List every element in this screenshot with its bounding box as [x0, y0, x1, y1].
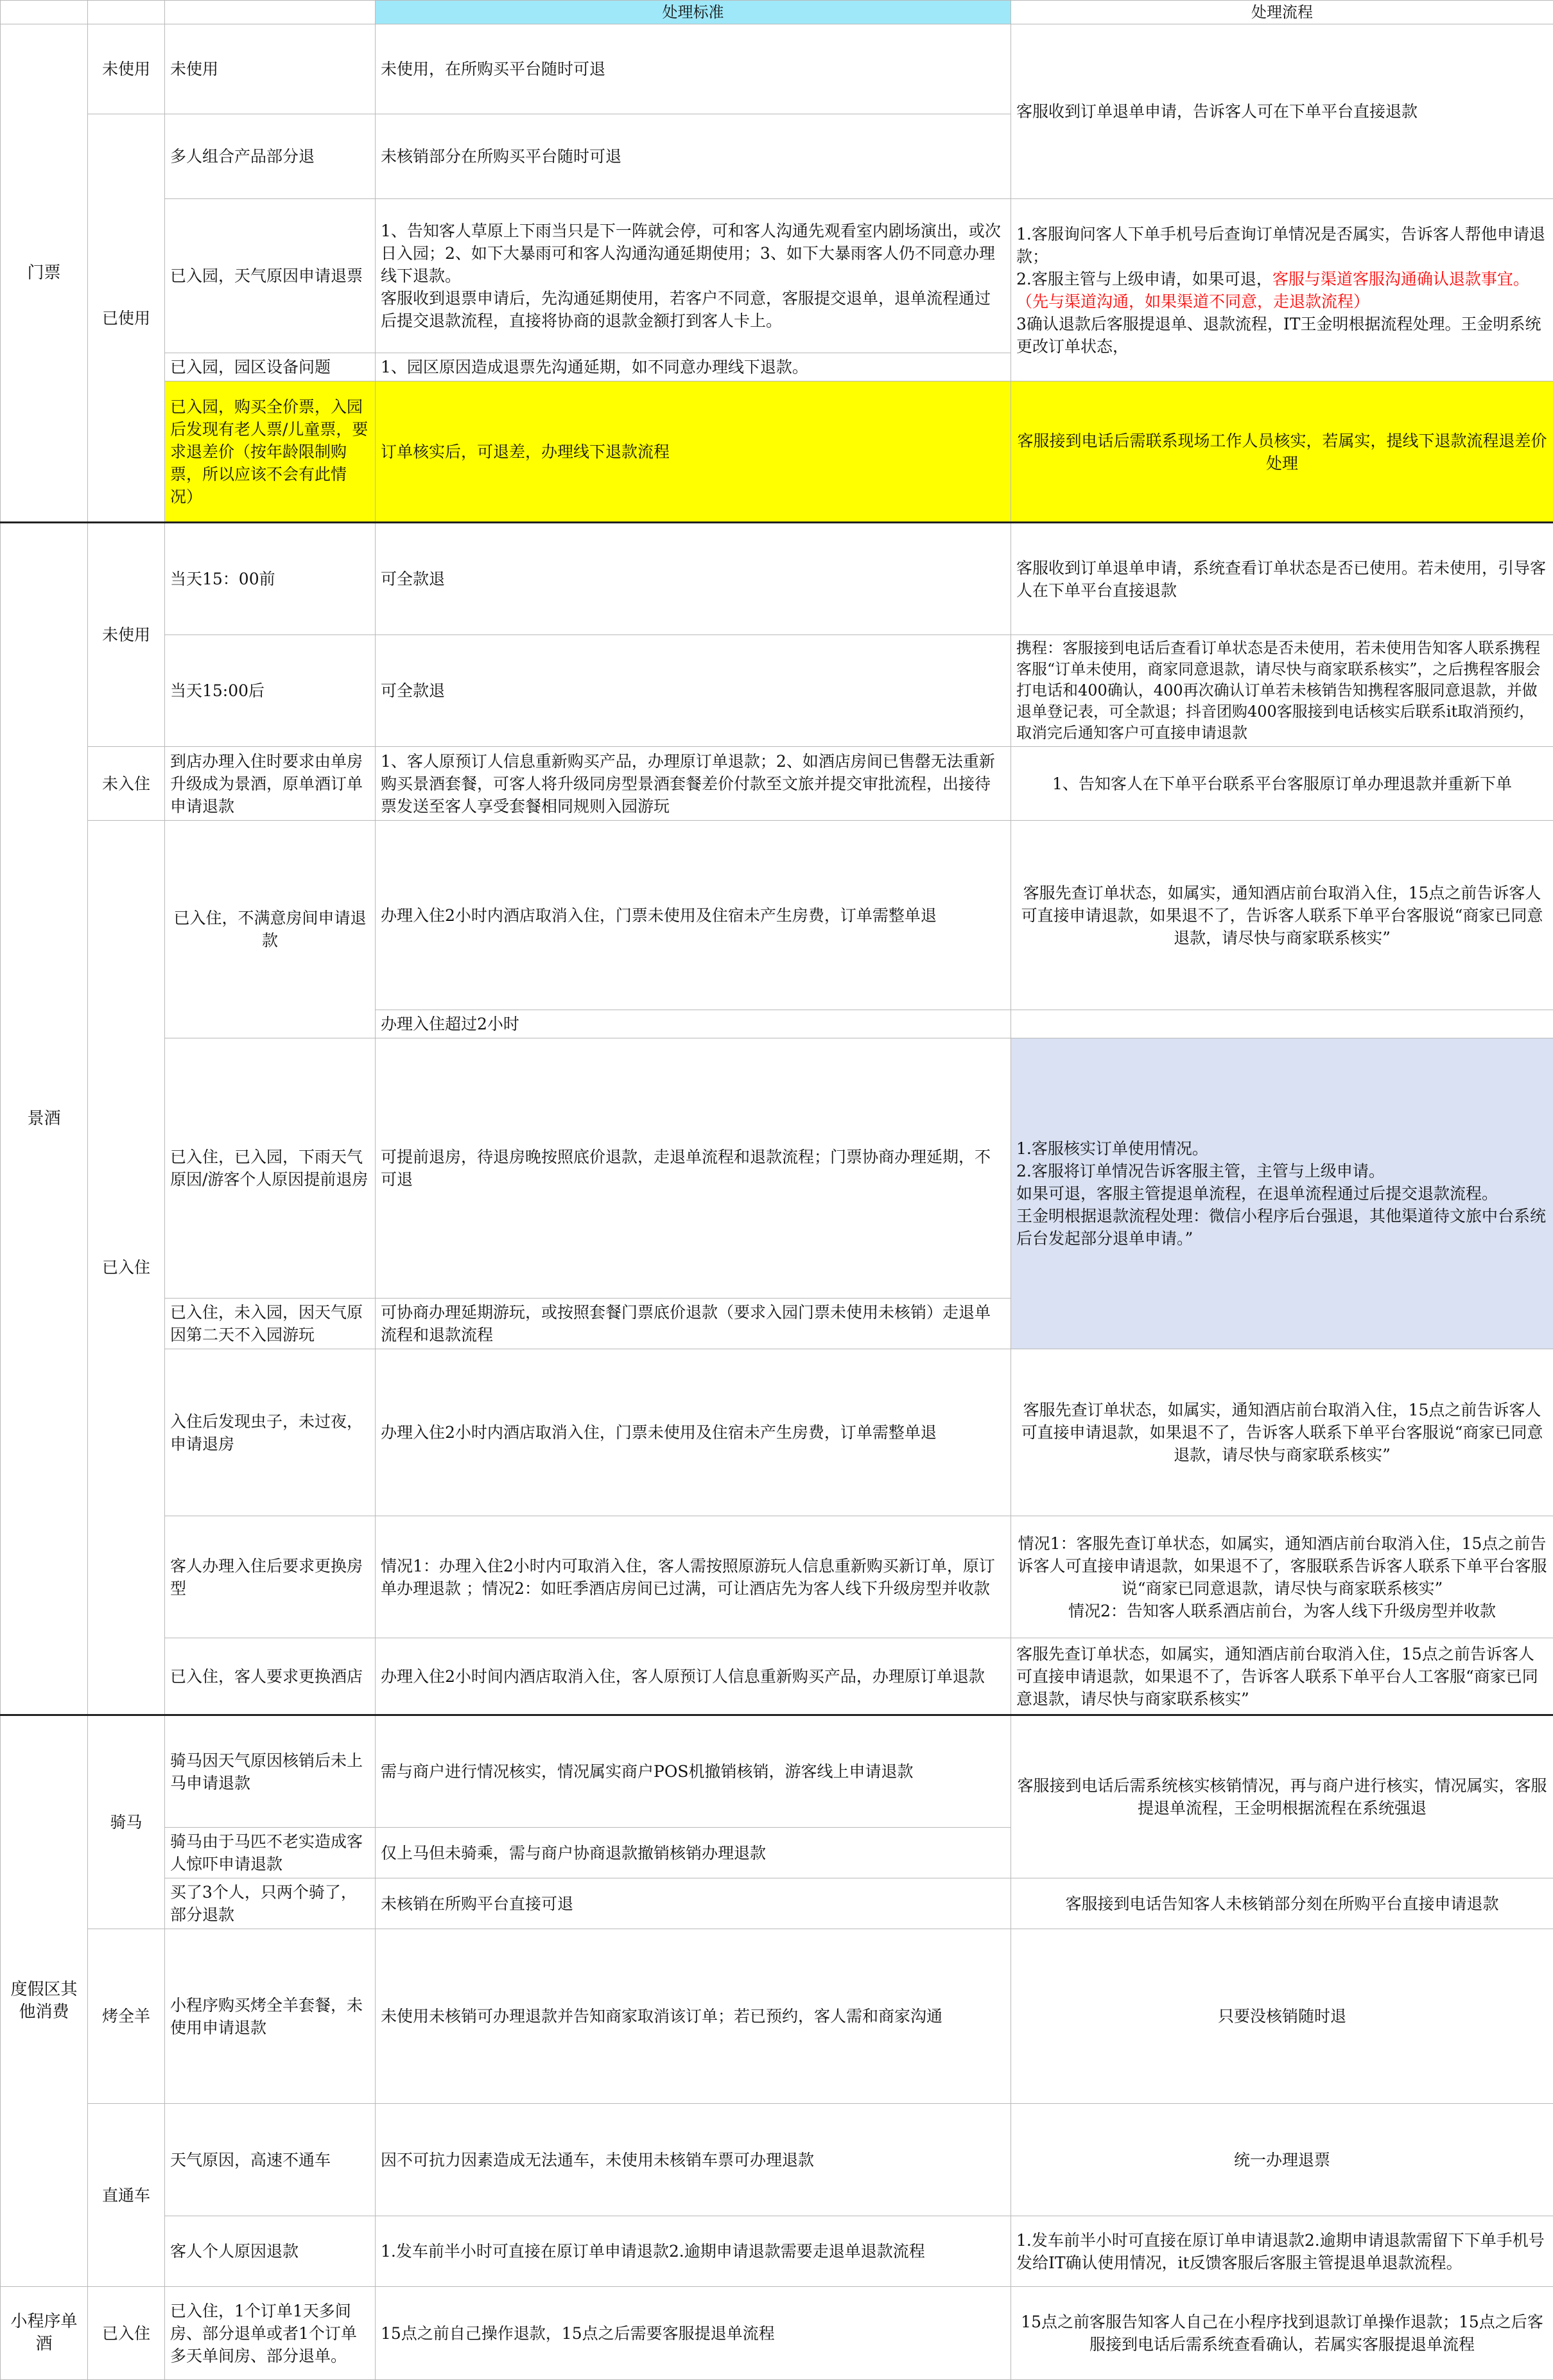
subcategory-hotel-not-checked-in[interactable]: 未入住	[88, 747, 165, 821]
standard-bugs[interactable]: 办理入住2小时内酒店取消入住，门票未使用及住宿未产生房费，订单需整单退	[376, 1349, 1011, 1516]
subcategory-ticket-unused[interactable]: 未使用	[88, 24, 165, 114]
standard-change-hotel[interactable]: 办理入住2小时间内酒店取消入住，客人原预订人信息重新购买产品，办理原订单退款	[376, 1638, 1011, 1715]
category-mini[interactable]: 小程序单酒	[1, 2287, 88, 2380]
category-ticket[interactable]: 门票	[1, 24, 88, 523]
condition-unsatisfied[interactable]: 已入住，不满意房间申请退款	[165, 821, 376, 1038]
process-unsatisfied-blank[interactable]	[1011, 1010, 1553, 1038]
process-weather[interactable]	[1011, 199, 1553, 381]
condition-rain-next-day[interactable]: 已入住，未入园，因天气原因第二天不入园游玩	[165, 1299, 376, 1349]
condition-price-diff[interactable]: 已入园，购买全价票，入园后发现有老人票/儿童票，要求退差价（按年龄限制购票，所以应该不会有此情况）	[165, 381, 376, 523]
condition-horse-partial[interactable]: 买了3个人，只两个骑了，部分退款	[165, 1878, 376, 1929]
category-resort[interactable]: 度假区其他消费	[1, 1715, 88, 2287]
condition-upgrade[interactable]: 到店办理入住时要求由单房升级成为景酒，原单酒订单申请退款	[165, 747, 376, 821]
process-weather-red: 客服与渠道客服沟通确认退款事宜。（先与渠道沟通，如果渠道不同意，走退款流程）	[1016, 270, 1529, 311]
header-blank-cell[interactable]	[1, 1, 88, 24]
standard-bus-personal[interactable]: 1.发车前半小时可直接在原订单申请退款2.逾期申请退款需要走退单退款流程	[376, 2216, 1011, 2287]
standard-after-15[interactable]: 可全款退	[376, 635, 1011, 747]
standard-horse-scare[interactable]: 仅上马但未骑乘，需与商户协商退款撤销核销办理退款	[376, 1828, 1011, 1878]
condition-change-room[interactable]: 客人办理入住后要求更换房型	[165, 1516, 376, 1638]
standard-lamb[interactable]: 未使用未核销可办理退款并告知商家取消该订单；若已预约，客人需和商家沟通	[376, 1929, 1011, 2104]
standard-bus-weather[interactable]: 因不可抗力因素造成无法通车，未使用未核销车票可办理退款	[376, 2104, 1011, 2216]
process-before-15[interactable]: 客服收到订单退单申请，系统查看订单状态是否已使用。若未使用，引导客人在下单平台直接退款	[1011, 523, 1553, 635]
condition-weather[interactable]: 已入园，天气原因申请退票	[165, 199, 376, 353]
condition-bus-personal[interactable]: 客人个人原因退款	[165, 2216, 376, 2287]
standard-upgrade[interactable]: 1、客人原预订人信息重新购买产品，办理原订单退款；2、如酒店房间已售罄无法重新购买景酒套餐，可客人将升级同房型景酒套餐差价付款至文旅并提交审批流程，出接待票发送至客人享受套餐相同规则入园游玩	[376, 747, 1011, 821]
standard-change-room[interactable]: 情况1：办理入住2小时内可取消入住，客人需按照原游玩人信息重新购买新订单，原订单办理退款 ；情况2：如旺季酒店房间已过满，可让酒店先为客人线下升级房型并收款	[376, 1516, 1011, 1638]
process-mini[interactable]: 15点之前客服告知客人自己在小程序找到退款订单操作退款；15点之后客服接到电话后需系统查看确认，若属实客服提退单流程	[1011, 2287, 1553, 2380]
header-blank-cell[interactable]	[88, 1, 165, 24]
process-change-room[interactable]: 情况1：客服先查订单状态，如属实，通知酒店前台取消入住，15点之前告诉客人可直接申请退款，如果退不了，客服联系告诉客人联系下单平台客服说“商家已同意退款，请尽快与商家联系核实” 情况2：告知客人联系酒店前台，为客人线下升级房型并收款	[1011, 1516, 1553, 1638]
process-horse-weather[interactable]: 客服接到电话后需系统核实核销情况，再与商户进行核实，情况属实，客服提退单流程，王金明根据流程在系统强退	[1011, 1715, 1553, 1878]
subcategory-ticket-used[interactable]: 已使用	[88, 114, 165, 523]
header-blank-cell[interactable]	[165, 1, 376, 24]
condition-facility[interactable]: 已入园，园区设备问题	[165, 353, 376, 381]
process-horse-partial[interactable]: 客服接到电话告知客人未核销部分刻在所购平台直接申请退款	[1011, 1878, 1553, 1929]
condition-horse-scare[interactable]: 骑马由于马匹不老实造成客人惊吓申请退款	[165, 1828, 376, 1878]
process-weather-part1: 1.客服询问客人下单手机号后查询订单情况是否属实，告诉客人帮他申请退款； 2.客服主管与上级申请，如果可退，	[1016, 225, 1545, 288]
subcategory-horse[interactable]: 骑马	[88, 1715, 165, 1929]
condition-bugs[interactable]: 入住后发现虫子，未过夜，申请退房	[165, 1349, 376, 1516]
subcategory-bus[interactable]: 直通车	[88, 2104, 165, 2287]
process-ticket-unused[interactable]: 客服收到订单退单申请，告诉客人可在下单平台直接退款	[1011, 24, 1553, 199]
process-weather-part2: 3确认退款后客服提退单、退款流程，IT王金明根据流程处理。王金明系统更改订单状态，	[1016, 315, 1541, 356]
category-hotel[interactable]: 景酒	[1, 523, 88, 1715]
process-unsatisfied[interactable]: 客服先查订单状态，如属实，通知酒店前台取消入住，15点之前告诉客人可直接申请退款，如果退不了，告诉客人联系下单平台客服说“商家已同意退款，请尽快与商家联系核实”	[1011, 821, 1553, 1010]
condition-ticket-unused[interactable]: 未使用	[165, 24, 376, 114]
standard-horse-weather[interactable]: 需与商户进行情况核实，情况属实商户POS机撤销核销，游客线上申请退款	[376, 1715, 1011, 1828]
condition-group-partial[interactable]: 多人组合产品部分退	[165, 114, 376, 199]
standard-horse-partial[interactable]: 未核销在所购平台直接可退	[376, 1878, 1011, 1929]
condition-mini[interactable]: 已入住，1个订单1天多间房、部分退单或者1个订单多天单间房、部分退单。	[165, 2287, 376, 2380]
subcategory-lamb[interactable]: 烤全羊	[88, 1929, 165, 2104]
standard-before-15[interactable]: 可全款退	[376, 523, 1011, 635]
condition-rain-leave[interactable]: 已入住，已入园，下雨天气原因/游客个人原因提前退房	[165, 1038, 376, 1299]
standard-ticket-unused[interactable]: 未使用，在所购买平台随时可退	[376, 24, 1011, 114]
process-bus-weather[interactable]: 统一办理退票	[1011, 2104, 1553, 2216]
process-price-diff[interactable]: 客服接到电话后需联系现场工作人员核实，若属实，提线下退款流程退差价处理	[1011, 381, 1553, 523]
process-after-15[interactable]: 携程：客服接到电话后查看订单状态是否未使用，若未使用告知客人联系携程客服“订单未使用，商家同意退款，请尽快与商家联系核实”，之后携程客服会打电话和400确认，400再次确认订单若未核销告知携程客服同意退款，并做退单登记表，可全款退；抖音团购400客服接到电话核实后联系it取消预约，取消完后通知客户可直接申请退款	[1011, 635, 1553, 747]
standard-group-partial[interactable]: 未核销部分在所购买平台随时可退	[376, 114, 1011, 199]
process-bus-personal[interactable]: 1.发车前半小时可直接在原订单申请退款2.逾期申请退款需留下下单手机号发给IT确认使用情况，it反馈客服后客服主管提退单退款流程。	[1011, 2216, 1553, 2287]
condition-before-15[interactable]: 当天15：00前	[165, 523, 376, 635]
process-lamb[interactable]: 只要没核销随时退	[1011, 1929, 1553, 2104]
header-standard[interactable]: 处理标准	[376, 1, 1011, 24]
standard-rain-leave[interactable]: 可提前退房，待退房晚按照底价退款，走退单流程和退款流程；门票协商办理延期，不可退	[376, 1038, 1011, 1299]
subcategory-mini[interactable]: 已入住	[88, 2287, 165, 2380]
standard-rain-next-day[interactable]: 可协商办理延期游玩，或按照套餐门票底价退款（要求入园门票未使用未核销）走退单流程和退款流程	[376, 1299, 1011, 1349]
standard-price-diff[interactable]: 订单核实后，可退差，办理线下退款流程	[376, 381, 1011, 523]
standard-unsatisfied[interactable]: 办理入住2小时内酒店取消入住，门票未使用及住宿未产生房费，订单需整单退	[376, 821, 1011, 1010]
process-rain-leave[interactable]: 1.客服核实订单使用情况。 2.客服将订单情况告诉客服主管，主管与上级申请。 如果可退，客服主管提退单流程，在退单流程通过后提交退款流程。 王金明根据退款流程处理：微信小程序后台强退，其他渠道待文旅中台系统后台发起部分退单申请。”	[1011, 1038, 1553, 1349]
condition-lamb[interactable]: 小程序购买烤全羊套餐，未使用申请退款	[165, 1929, 376, 2104]
process-change-hotel[interactable]: 客服先查订单状态，如属实，通知酒店前台取消入住，15点之前告诉客人可直接申请退款，如果退不了，告诉客人联系下单平台人工客服“商家已同意退款，请尽快与商家联系核实”	[1011, 1638, 1553, 1715]
subcategory-hotel-unused[interactable]: 未使用	[88, 523, 165, 747]
process-upgrade[interactable]: 1、告知客人在下单平台联系平台客服原订单办理退款并重新下单	[1011, 747, 1553, 821]
standard-weather[interactable]: 1、告知客人草原上下雨当只是下一阵就会停，可和客人沟通先观看室内剧场演出，或次日入园；2、如下大暴雨可和客人沟通沟通延期使用；3、如下大暴雨客人仍不同意办理线下退款。 客服收到退票申请后，先沟通延期使用，若客户不同意，客服提交退单，退单流程通过后提交退款流程，直接将协商的退款金额打到客人卡上。	[376, 199, 1011, 353]
header-process[interactable]: 处理流程	[1011, 1, 1553, 24]
standard-unsatisfied-over[interactable]: 办理入住超过2小时	[376, 1010, 1011, 1038]
process-bugs[interactable]: 客服先查订单状态，如属实，通知酒店前台取消入住，15点之前告诉客人可直接申请退款，如果退不了，告诉客人联系下单平台客服说“商家已同意退款，请尽快与商家联系核实”	[1011, 1349, 1553, 1516]
subcategory-hotel-checked-in[interactable]: 已入住	[88, 821, 165, 1715]
standard-mini[interactable]: 15点之前自己操作退款，15点之后需要客服提退单流程	[376, 2287, 1011, 2380]
condition-after-15[interactable]: 当天15:00后	[165, 635, 376, 747]
condition-change-hotel[interactable]: 已入住，客人要求更换酒店	[165, 1638, 376, 1715]
condition-bus-weather[interactable]: 天气原因，高速不通车	[165, 2104, 376, 2216]
condition-horse-weather[interactable]: 骑马因天气原因核销后未上马申请退款	[165, 1715, 376, 1828]
standard-facility[interactable]: 1、园区原因造成退票先沟通延期，如不同意办理线下退款。	[376, 353, 1011, 381]
